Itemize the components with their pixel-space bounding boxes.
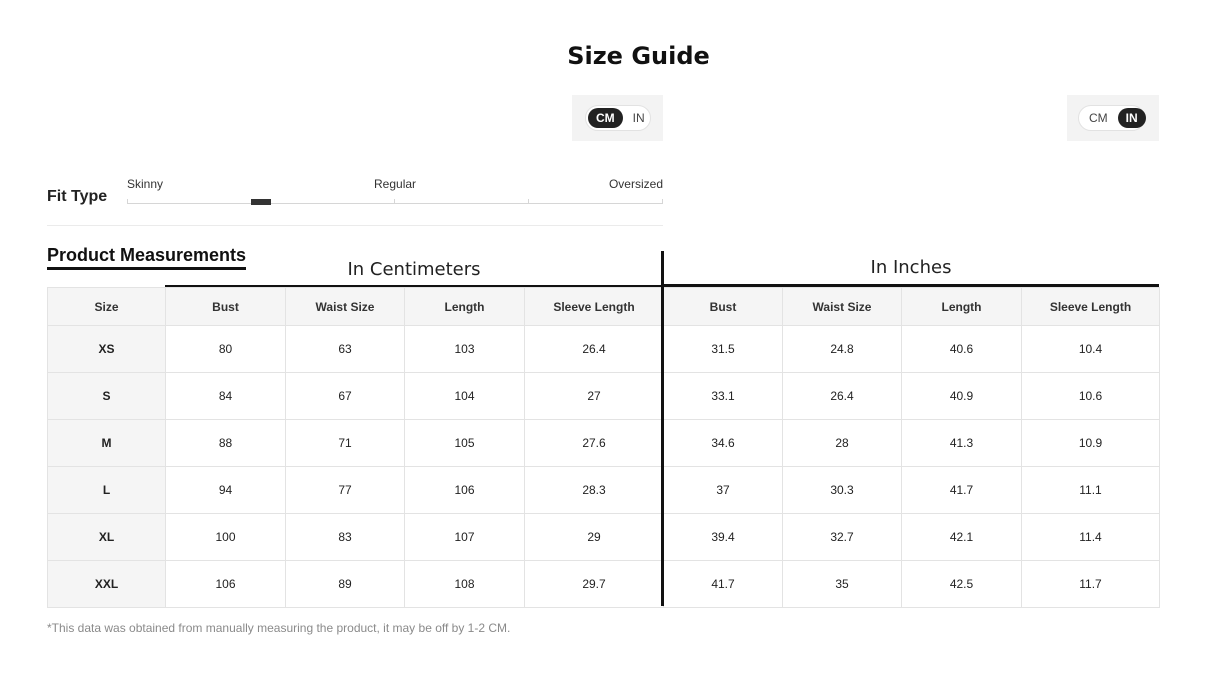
table-row xyxy=(48,514,1160,561)
size-cell: S xyxy=(48,373,166,420)
table-row xyxy=(48,561,1160,608)
in-value-cell: 40.9 xyxy=(902,373,1022,420)
cm-value-cell: 29.7 xyxy=(525,561,664,608)
column-header-cm: Bust xyxy=(166,288,286,326)
in-value-cell: 40.6 xyxy=(902,326,1022,373)
in-value-cell: 10.6 xyxy=(1022,373,1160,420)
cm-value-cell: 67 xyxy=(286,373,405,420)
unit-toggle-panel-cm xyxy=(572,95,663,141)
fit-type-label: Fit Type xyxy=(47,188,108,205)
unit-option-cm[interactable]: CM xyxy=(588,108,623,128)
column-header-cm: Waist Size xyxy=(286,288,405,326)
in-value-cell: 42.1 xyxy=(902,514,1022,561)
in-value-cell: 10.9 xyxy=(1022,420,1160,467)
units-vertical-divider xyxy=(661,251,664,606)
in-value-cell: 28 xyxy=(783,420,902,467)
table-row xyxy=(48,420,1160,467)
table-header-row xyxy=(48,288,1160,326)
size-cell: XXL xyxy=(48,561,166,608)
in-value-cell: 11.7 xyxy=(1022,561,1160,608)
size-cell: L xyxy=(48,467,166,514)
in-value-cell: 41.3 xyxy=(902,420,1022,467)
in-value-cell: 41.7 xyxy=(902,467,1022,514)
column-header-size: Size xyxy=(48,288,166,326)
cm-value-cell: 27 xyxy=(525,373,664,420)
cm-value-cell: 108 xyxy=(405,561,525,608)
cm-value-cell: 94 xyxy=(166,467,286,514)
product-measurements-title: Product Measurements xyxy=(47,245,246,270)
cm-value-cell: 29 xyxy=(525,514,664,561)
column-header-in: Sleeve Length xyxy=(1022,288,1160,326)
fit-scale-marker xyxy=(251,199,271,205)
fit-type-scale xyxy=(127,176,663,208)
unit-toggle-in xyxy=(1078,105,1145,131)
in-value-cell: 30.3 xyxy=(783,467,902,514)
cm-value-cell: 26.4 xyxy=(525,326,664,373)
cm-value-cell: 106 xyxy=(405,467,525,514)
cm-value-cell: 89 xyxy=(286,561,405,608)
cm-value-cell: 105 xyxy=(405,420,525,467)
fit-scale-tick xyxy=(662,199,663,204)
inches-group-title: In Inches xyxy=(870,257,952,278)
cm-value-cell: 71 xyxy=(286,420,405,467)
cm-value-cell: 27.6 xyxy=(525,420,664,467)
column-header-in: Length xyxy=(902,288,1022,326)
cm-value-cell: 88 xyxy=(166,420,286,467)
centimeters-group-title: In Centimeters xyxy=(347,259,481,280)
in-value-cell: 34.6 xyxy=(664,420,783,467)
table-row xyxy=(48,373,1160,420)
cm-value-cell: 80 xyxy=(166,326,286,373)
size-cell: XS xyxy=(48,326,166,373)
fit-scale-track xyxy=(127,203,663,204)
fit-scale-tick xyxy=(528,199,529,204)
unit-toggle-cm xyxy=(585,105,651,131)
cm-value-cell: 103 xyxy=(405,326,525,373)
in-value-cell: 35 xyxy=(783,561,902,608)
unit-toggle-panel-in xyxy=(1067,95,1159,141)
cm-value-cell: 107 xyxy=(405,514,525,561)
in-value-cell: 37 xyxy=(664,467,783,514)
size-cell: XL xyxy=(48,514,166,561)
in-value-cell: 41.7 xyxy=(664,561,783,608)
section-divider xyxy=(47,225,663,226)
size-cell: M xyxy=(48,420,166,467)
column-header-in: Waist Size xyxy=(783,288,902,326)
size-table xyxy=(47,287,1160,608)
table-row xyxy=(48,467,1160,514)
fit-scale-tick xyxy=(394,199,395,204)
column-header-cm: Sleeve Length xyxy=(525,288,664,326)
fit-scale-label-regular: Regular xyxy=(374,177,417,191)
in-value-cell: 24.8 xyxy=(783,326,902,373)
unit-option-cm[interactable]: CM xyxy=(1089,111,1108,125)
fit-scale-label-oversized: Oversized xyxy=(608,177,663,191)
table-row xyxy=(48,326,1160,373)
cm-value-cell: 83 xyxy=(286,514,405,561)
in-value-cell: 42.5 xyxy=(902,561,1022,608)
measurement-footnote: *This data was obtained from manually measuring the product, it may be off by 1-2 CM. xyxy=(47,621,511,635)
cm-value-cell: 104 xyxy=(405,373,525,420)
cm-value-cell: 28.3 xyxy=(525,467,664,514)
cm-value-cell: 106 xyxy=(166,561,286,608)
unit-option-in[interactable]: IN xyxy=(632,111,645,125)
fit-scale-label-skinny: Skinny xyxy=(127,177,164,191)
in-value-cell: 33.1 xyxy=(664,373,783,420)
cm-value-cell: 77 xyxy=(286,467,405,514)
in-value-cell: 11.4 xyxy=(1022,514,1160,561)
cm-value-cell: 84 xyxy=(166,373,286,420)
in-value-cell: 11.1 xyxy=(1022,467,1160,514)
cm-value-cell: 100 xyxy=(166,514,286,561)
unit-option-in[interactable]: IN xyxy=(1118,108,1146,128)
page-title: Size Guide xyxy=(567,42,710,70)
column-header-in: Bust xyxy=(664,288,783,326)
in-value-cell: 31.5 xyxy=(664,326,783,373)
fit-scale-tick xyxy=(127,199,128,204)
in-value-cell: 26.4 xyxy=(783,373,902,420)
column-header-cm: Length xyxy=(405,288,525,326)
in-value-cell: 39.4 xyxy=(664,514,783,561)
in-value-cell: 32.7 xyxy=(783,514,902,561)
cm-value-cell: 63 xyxy=(286,326,405,373)
in-value-cell: 10.4 xyxy=(1022,326,1160,373)
